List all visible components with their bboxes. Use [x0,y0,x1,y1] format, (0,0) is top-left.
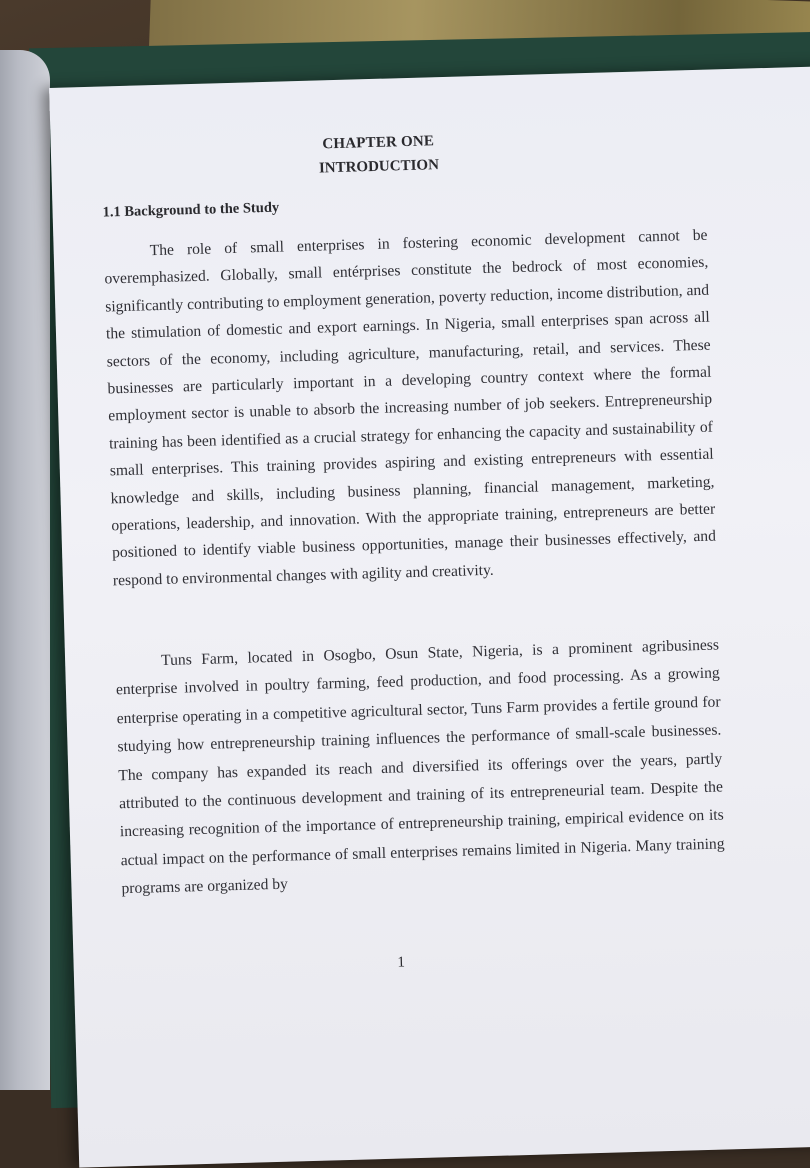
body-paragraph: Tuns Farm, located in Osogbo, Osun State, Nigeria, is a prominent agribusiness enterprise involved in poultry farming, feed production, and food processing. As a growing enterprise operating in a competitive agricultural sector, Tuns Farm provides a fertile ground for studying how entrepreneurship training influences the performance of small-scale businesses. The company has expanded its reach and diversified its offerings over the years, partly attributed to the continuous development and training of its entrepreneurial team. Despite the increasing recognition of the importance of entrepreneurship training, empirical evidence on its actual impact on the performance of small enterprises remains limited in Nigeria. Many training programs are organized by [115,636,725,898]
section-heading: 1.1 Background to the Study [102,199,280,221]
page-number: 1 [397,954,406,971]
document-page [49,65,810,1168]
chapter-title: INTRODUCTION [318,157,440,177]
left-page-edge [0,50,50,1090]
body-paragraph: The role of small enterprises in fostering economic development cannot be overemphasized. Globally, small entérprises constitute the bedrock of most economies, significantly contributing to employment generation, poverty reduction, income distribution, and the stimulation of domestic and export earnings. In Nigeria, small enterprises span across all sectors of the economy, including agriculture, manufacturing, retail, and services. These businesses are particularly important in a developing country context where the formal employment sector is unable to absorb the increasing number of job seekers. Entrepreneurship training has been identified as a crucial strategy for enhancing the capacity and sustainability of small enterprises. This training provides aspiring and existing entrepreneurs with essential knowledge and skills, including business planning, financial management, marketing, operations, leadership, and innovation. With the appropriate training, entrepreneurs are better positioned to identify viable business opportunities, manage their businesses effectively, and respond to environmental changes with agility and creativity. [104,226,717,590]
page-container [48,25,810,1128]
chapter-label: CHAPTER ONE [322,133,435,153]
